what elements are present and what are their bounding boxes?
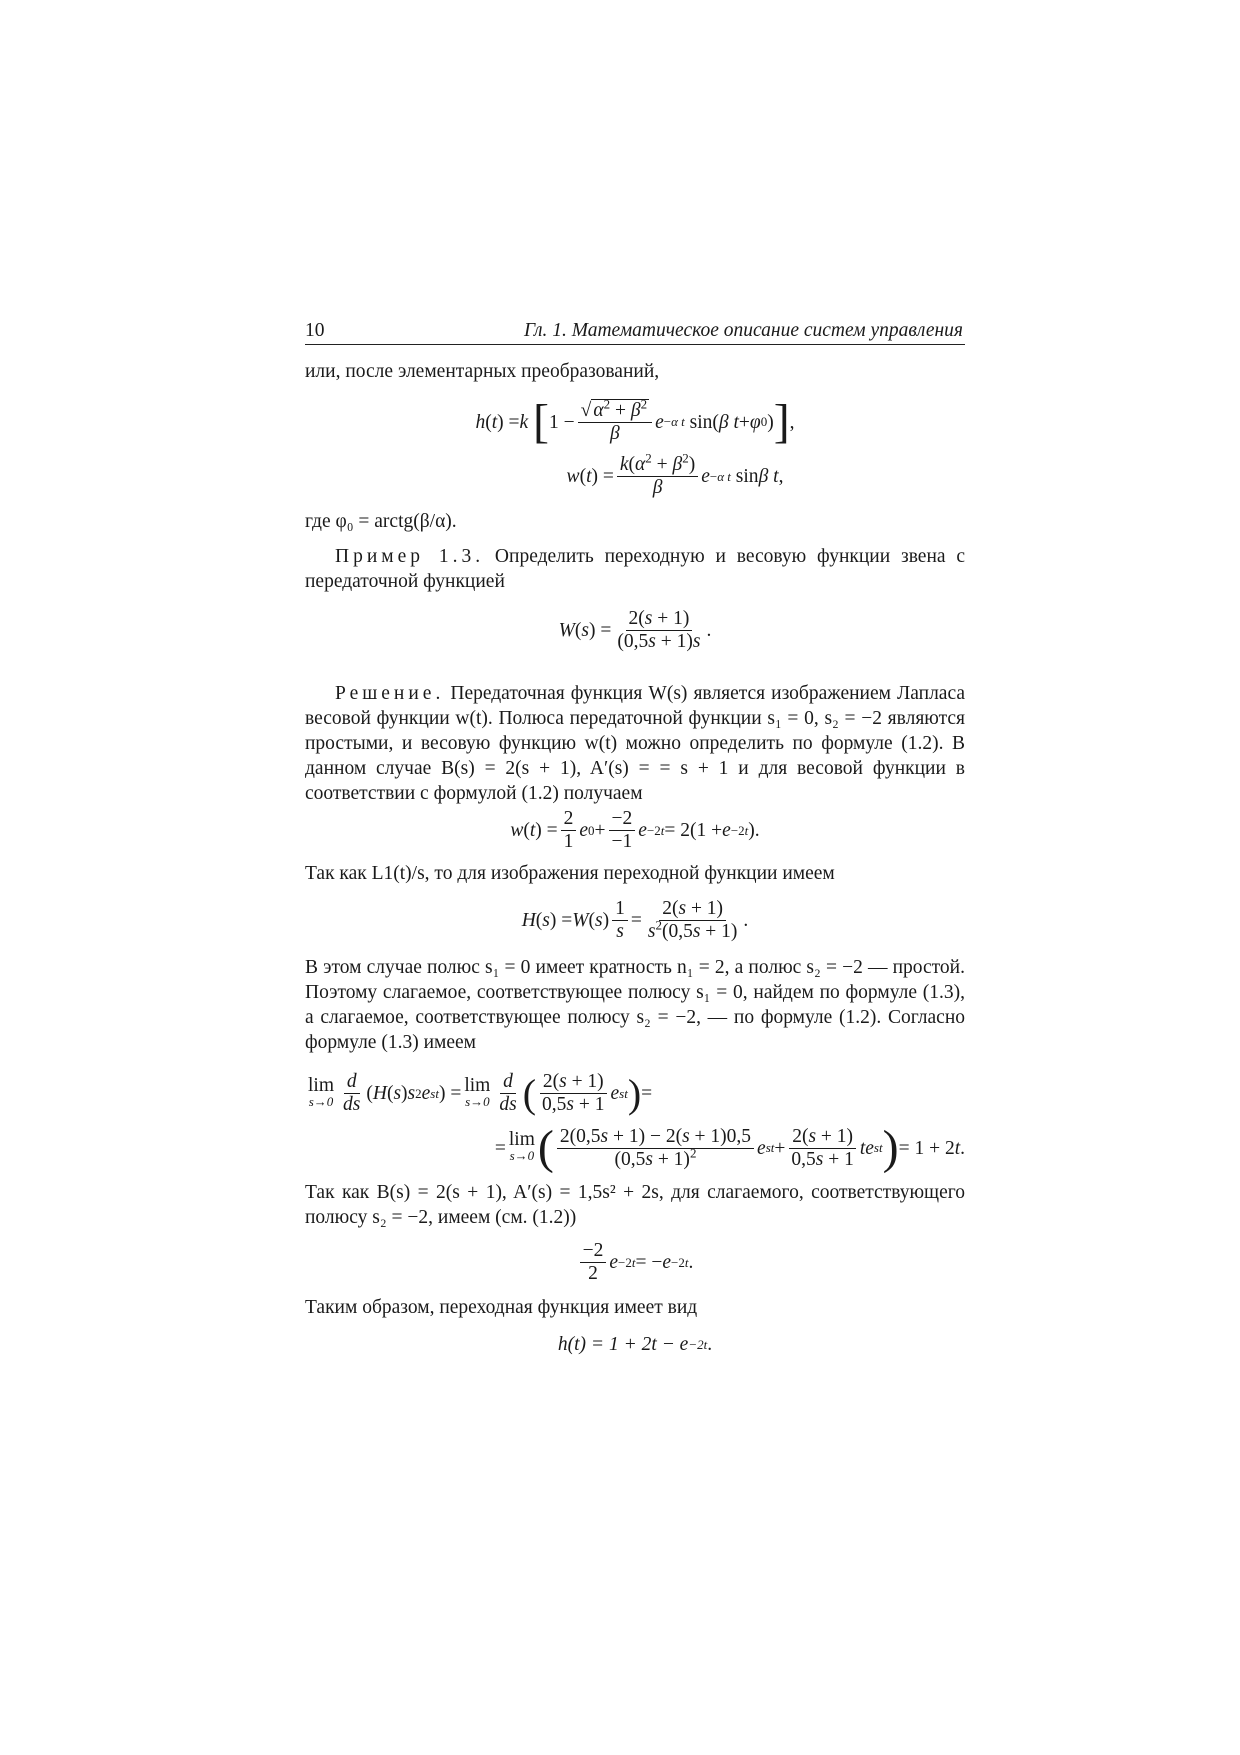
equation-h-final: h(t) = 1 + 2t − e −2t . (557, 1334, 713, 1355)
solution-text: Передаточная функция W(s) является изображением Лапласа весовой функции w(t). Полюса передаточной функции s₁ = 0, s₂ = −2 являются простыми, и весовую функцию w(t) можно определить по формуле (1.2). В данном случае B(s) = 2(s + 1), A′(s) = = s + 1 и для весовой функции в соответствии с формулой (1.2) получаем (305, 683, 966, 804)
running-header (305, 318, 965, 345)
equation-limit-line1: lim s→0 $\frac{d}{ds}$ ( H ( s ) s 2 e st ) = lim s→0 $\frac{d}{ds}$ ( $\frac{2(s + 1)}{0,5s + 1}$ e st ) = (308, 1070, 653, 1116)
equation-w-result: w ( t ) = $\frac{2}{1}$ e 0 + $\frac{-2}{-1}$ e −2t = 2(1 + e −2t ). (510, 808, 760, 852)
solution-label: Решение. (335, 683, 445, 704)
equation-W-s: W ( s ) = $\frac{2(s + 1)}{(0,5s + 1)s}$ . (558, 608, 712, 652)
page-content (305, 318, 965, 1365)
paragraph-solution (305, 681, 965, 806)
equation-H-s: H ( s ) = W ( s ) $\frac{1}{s}$ = $\frac{2(s + 1)}{s^2(0,5s + 1)}$ . (521, 898, 749, 942)
paragraph-conclusion: Таким образом, переходная функция имеет вид (305, 1297, 698, 1318)
example-label: Пример 1.3. (335, 546, 485, 567)
equation-residue: $\frac{-2}{2}$ e −2t = − e −2t . (305, 1240, 965, 1285)
paragraph-intro: или, после элементарных преобразований, (305, 361, 660, 382)
equation-h-t: h ( t ) = k [ 1 − $\frac{√ \alpha^2 + \beta^2}{\beta}$ e −α t sin( β t + φ 0 ) ] , (475, 395, 795, 448)
paragraph-phi: где φ₀ = arctg(β/α). (305, 511, 457, 532)
equation-w-t: w ( t ) = $\frac{k(\alpha^2 + \beta^2)}{\beta}$ e −α t sin β t , (566, 450, 784, 498)
example-text: Определить переходную и весовую функции звена с передаточной функцией (305, 546, 966, 592)
running-title: Гл. 1. Математическое описание систем управления (523, 320, 963, 341)
paragraph-laplace: Так как L1(t)/s, то для изображения переходной функции имеем (305, 863, 835, 884)
equation-limit-line2: = lim s→0 ( $\frac{2(0,5s + 1) - 2(s + 1)0,5}{(0,5s + 1)^2}$ e st + $\frac{2(s + 1)}{0,5s + 1}$ te st ) = 1 + 2 t . (494, 1121, 965, 1174)
paragraph-second-pole: Так как B(s) = 2(s + 1), A′(s) = 1,5s² + 2s, для слагаемого, соответствующего полюсу s₂ = −2, имеем (см. (1.2)) (305, 1182, 965, 1228)
h-final-base: h(t) = 1 + 2t − e (557, 1334, 689, 1355)
paragraph-poles: В этом случае полюс s₁ = 0 имеет кратность n₁ = 2, а полюс s₂ = −2 — простой. Поэтому слагаемое, соответствующее полюсу s₁ = 0, найдем по формуле (1.3), а слагаемое, соответствующее полюсу s₂ = −2, — по формуле (1.2). Согласно формуле (1.3) имеем (305, 957, 965, 1053)
paragraph-example (305, 544, 965, 594)
page-number: 10 (305, 320, 325, 341)
